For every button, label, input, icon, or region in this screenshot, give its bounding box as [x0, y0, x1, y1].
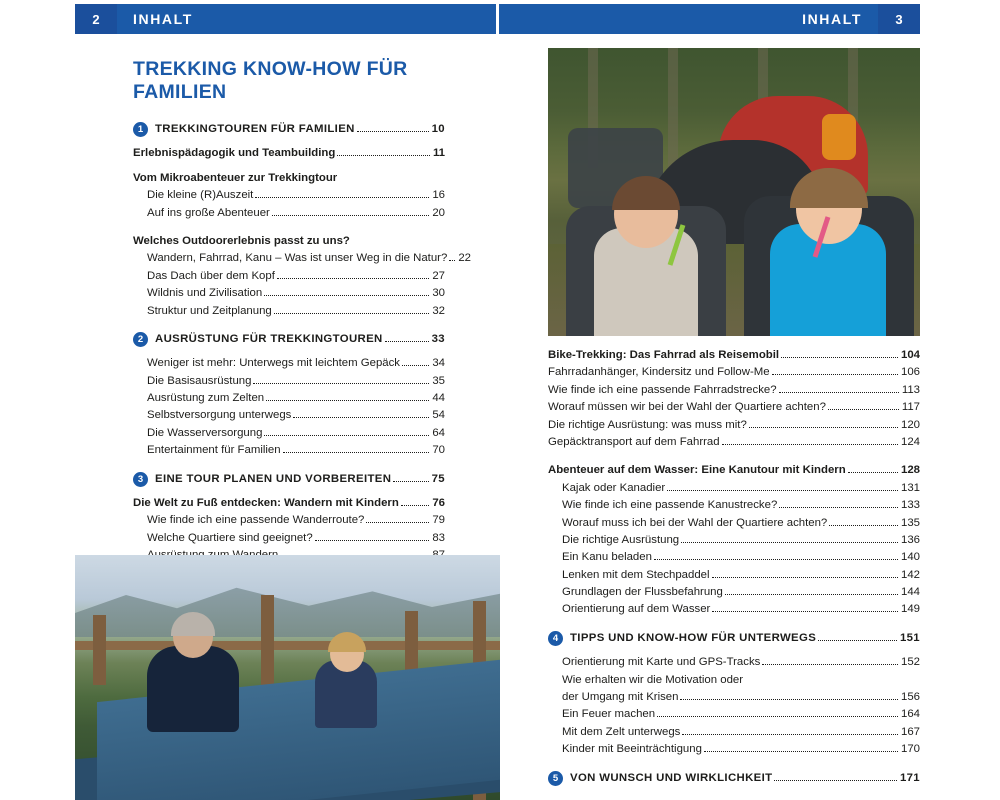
- toc-entry[interactable]: [133, 391, 445, 406]
- toc-entry[interactable]: [548, 365, 920, 380]
- leader-dots: [749, 427, 898, 428]
- leader-dots: [357, 131, 429, 132]
- left-toc-column: [133, 58, 471, 622]
- toc-entry-page: 167: [900, 725, 920, 738]
- leader-dots: [283, 452, 430, 453]
- leader-dots: [704, 751, 898, 752]
- toc-entry-page: 10: [431, 123, 445, 135]
- leader-dots: [393, 481, 428, 482]
- toc-entry[interactable]: [548, 516, 920, 531]
- mountain-terrace-family-photo: [75, 555, 500, 800]
- toc-entry-label: der Umgang mit Krisen: [562, 691, 679, 704]
- toc-entry-label: Ein Kanu beladen: [562, 551, 652, 564]
- toc-entry[interactable]: [133, 251, 471, 266]
- toc-entry-label: Wildnis und Zivilisation: [147, 287, 263, 300]
- toc-chapter-1[interactable]: [133, 122, 445, 137]
- toc-entry-page: 128: [900, 464, 920, 477]
- leader-dots: [762, 664, 898, 665]
- toc-entry-label: Worauf muss ich bei der Wahl der Quartiere achten?: [562, 516, 828, 529]
- leader-dots: [264, 295, 429, 296]
- toc-entry-page: 135: [900, 516, 920, 529]
- toc-entry[interactable]: [548, 435, 920, 450]
- toc-entry[interactable]: [548, 707, 920, 722]
- toc-entry[interactable]: [548, 400, 920, 415]
- toc-entry-label: Grundlagen der Flussbefahrung: [562, 586, 723, 599]
- toc-entry[interactable]: [133, 374, 445, 389]
- chapter-number-badge: 5: [548, 771, 563, 786]
- leader-dots: [772, 374, 898, 375]
- toc-entry-label: Das Dach über dem Kopf: [147, 269, 275, 282]
- toc-entry[interactable]: [548, 602, 920, 617]
- toc-group-tipps: [548, 655, 920, 757]
- toc-entry-label: Fahrradanhänger, Kindersitz und Follow-Me: [548, 366, 770, 379]
- leader-dots: [266, 400, 429, 401]
- toc-entry[interactable]: [548, 585, 920, 600]
- toc-entry-page: 79: [432, 514, 445, 527]
- toc-entry-page: 144: [900, 586, 920, 599]
- toc-entry[interactable]: [133, 269, 445, 284]
- toc-entry-label: Struktur und Zeitplanung: [147, 304, 272, 317]
- toc-entry-label: Wie erhalten wir die Motivation oder: [562, 673, 744, 686]
- toc-entry[interactable]: [133, 531, 445, 546]
- toc-entry-label: VON WUNSCH UND WIRKLICHKEIT: [570, 771, 773, 784]
- toc-entry-page: 54: [432, 409, 445, 422]
- toc-entry-page: 142: [900, 568, 920, 581]
- toc-entry[interactable]: [548, 742, 920, 757]
- toc-entry-page: 11: [432, 147, 445, 160]
- toc-entry-label: Welche Quartiere sind geeignet?: [147, 531, 313, 544]
- toc-entry-label: Orientierung mit Karte und GPS-Tracks: [562, 656, 761, 669]
- toc-entry-label: Kajak oder Kanadier: [562, 481, 666, 494]
- toc-group-outdoorerlebnis: [133, 234, 471, 319]
- toc-entry-page: 34: [432, 357, 445, 370]
- toc-entry-page: 32: [432, 304, 445, 317]
- toc-entry-page: 152: [900, 656, 920, 669]
- toc-entry-page: 83: [432, 531, 445, 544]
- toc-entry-page: 22: [458, 252, 471, 265]
- leader-dots: [712, 611, 898, 612]
- leader-dots: [712, 577, 898, 578]
- toc-entry-label: TIPPS UND KNOW-HOW FÜR UNTERWEGS: [570, 631, 817, 644]
- chapter-number-badge: 4: [548, 631, 563, 646]
- toc-group-heading: [133, 234, 445, 249]
- leader-dots: [654, 559, 898, 560]
- toc-entry-label: Selbstversorgung unterwegs: [147, 409, 292, 422]
- toc-entry-label: AUSRÜSTUNG FÜR TREKKINGTOUREN: [155, 332, 383, 345]
- toc-group-heading-label: Vom Mikroabenteuer zur Trekkingtour: [133, 171, 338, 184]
- toc-entry-label: Mit dem Zelt unterwegs: [562, 725, 681, 738]
- toc-entry[interactable]: [133, 426, 445, 441]
- toc-chapter-3[interactable]: [133, 472, 445, 487]
- toc-entry-label: Weniger ist mehr: Unterwegs mit leichtem Gepäck: [147, 357, 401, 370]
- toc-entry-page: 171: [899, 771, 920, 784]
- toc-entry[interactable]: [548, 690, 920, 705]
- chapter-number-badge: 1: [133, 122, 148, 137]
- toc-chapter-2[interactable]: [133, 332, 445, 347]
- toc-entry-page: 20: [432, 206, 445, 219]
- toc-entry-page: 35: [432, 374, 445, 387]
- leader-dots: [828, 409, 899, 410]
- toc-group-erlebnis: [133, 146, 445, 161]
- toc-group-heading: [133, 171, 445, 186]
- toc-entry-label: Bike-Trekking: Das Fahrrad als Reisemobil: [548, 349, 780, 361]
- right-header-title: INHALT: [802, 11, 862, 27]
- toc-entry[interactable]: [133, 304, 445, 319]
- leader-dots: [255, 197, 429, 198]
- toc-entry-label: Abenteuer auf dem Wasser: Eine Kanutour mit Kindern: [548, 464, 846, 477]
- leader-dots: [385, 341, 429, 342]
- toc-entry-label: EINE TOUR PLANEN UND VORBEREITEN: [155, 472, 392, 485]
- toc-group-mikroabenteuer: [133, 171, 445, 221]
- toc-entry-label: Lenken mit dem Stechpaddel: [562, 568, 710, 581]
- toc-entry-page: 33: [431, 332, 445, 345]
- leader-dots: [401, 505, 430, 506]
- left-page-number: 2: [75, 4, 117, 34]
- toc-entry-page: 151: [899, 631, 920, 644]
- leader-dots: [725, 594, 898, 595]
- leader-dots: [366, 522, 429, 523]
- toc-entry[interactable]: [133, 513, 445, 528]
- toc-entry-label: Worauf müssen wir bei der Wahl der Quartiere achten?: [548, 401, 826, 414]
- toc-entry-label: Kinder mit Beeinträchtigung: [562, 743, 702, 756]
- toc-group-bike-trekking: [548, 348, 920, 450]
- chapter-number-badge: 3: [133, 472, 148, 487]
- toc-entry[interactable]: [548, 673, 920, 688]
- toc-entry[interactable]: [133, 496, 445, 511]
- toc-entry-page: 120: [900, 418, 920, 431]
- toc-entry-page: 70: [432, 444, 445, 457]
- toc-entry-page: 133: [900, 499, 920, 512]
- toc-entry-page: 136: [900, 533, 920, 546]
- leader-dots: [848, 472, 898, 473]
- toc-entry-label: Auf ins große Abenteuer: [147, 206, 270, 219]
- leader-dots: [781, 357, 898, 358]
- toc-entry[interactable]: [548, 568, 920, 583]
- toc-group-ausruestung: [133, 356, 445, 458]
- toc-entry-page: 131: [900, 481, 920, 494]
- toc-entry-label: Wie finde ich eine passende Kanustrecke?: [562, 499, 778, 512]
- leader-dots: [818, 640, 897, 641]
- toc-entry-label: Ausrüstung zum Zelten: [147, 392, 265, 405]
- toc-entry[interactable]: [133, 356, 445, 371]
- leader-dots: [774, 780, 896, 781]
- toc-entry-label: Die Welt zu Fuß entdecken: Wandern mit Kindern: [133, 497, 399, 510]
- toc-entry-label: Die kleine (R)Auszeit: [147, 189, 254, 202]
- toc-entry-label: Wandern, Fahrrad, Kanu – Was ist unser Weg in die Natur?: [147, 252, 448, 265]
- toc-entry-page: 124: [900, 435, 920, 448]
- right-header-bar: [499, 4, 878, 34]
- toc-entry[interactable]: [133, 286, 445, 301]
- leader-dots: [253, 383, 429, 384]
- toc-entry-page: 30: [432, 287, 445, 300]
- toc-entry-page: 64: [432, 426, 445, 439]
- leader-dots: [449, 260, 455, 261]
- toc-entry[interactable]: [548, 533, 920, 548]
- leader-dots: [779, 507, 898, 508]
- leader-dots: [667, 490, 898, 491]
- toc-entry-page: 140: [900, 551, 920, 564]
- toc-entry-label: Die Basisausrüstung: [147, 374, 252, 387]
- toc-entry-label: Entertainment für Familien: [147, 444, 281, 457]
- toc-entry-page: 16: [432, 189, 445, 202]
- left-header-bar: [117, 4, 496, 34]
- toc-entry-label: Die richtige Ausrüstung: was muss mit?: [548, 418, 747, 431]
- leader-dots: [315, 540, 430, 541]
- toc-entry[interactable]: [548, 418, 920, 433]
- toc-entry[interactable]: [133, 408, 445, 423]
- page-header: [75, 4, 920, 34]
- left-header-title: INHALT: [133, 11, 193, 27]
- toc-entry[interactable]: [133, 188, 445, 203]
- toc-entry-label: Orientierung auf dem Wasser: [562, 603, 711, 616]
- leader-dots: [722, 444, 898, 445]
- chapter-number-badge: 2: [133, 332, 148, 347]
- toc-entry[interactable]: [133, 206, 445, 221]
- toc-entry[interactable]: [548, 481, 920, 496]
- toc-group-heading-label: Welches Outdoorerlebnis passt zu uns?: [133, 234, 350, 247]
- toc-entry[interactable]: [548, 383, 920, 398]
- toc-entry-label: Wie finde ich eine passende Fahrradstrecke?: [548, 383, 777, 396]
- leader-dots: [293, 417, 429, 418]
- toc-entry-page: 149: [900, 603, 920, 616]
- leader-dots: [272, 215, 429, 216]
- toc-entry-label: Ein Feuer machen: [562, 708, 656, 721]
- toc-entry[interactable]: [548, 725, 920, 740]
- leader-dots: [680, 699, 898, 700]
- toc-entry-page: 170: [900, 743, 920, 756]
- leader-dots: [337, 155, 430, 156]
- toc-entry-page: 156: [900, 691, 920, 704]
- leader-dots: [682, 734, 898, 735]
- page-title: TREKKING KNOW-HOW FÜR FAMILIEN: [133, 58, 408, 103]
- toc-group-kanutour: [548, 463, 920, 618]
- toc-entry-label: Gepäcktransport auf dem Fahrrad: [548, 435, 720, 448]
- leader-dots: [274, 313, 430, 314]
- toc-entry-label: Wie finde ich eine passende Wanderroute?: [147, 514, 365, 527]
- toc-chapter-4[interactable]: [548, 631, 920, 646]
- leader-dots: [657, 716, 898, 717]
- toc-entry[interactable]: [548, 463, 920, 478]
- toc-entry-page: 27: [432, 269, 445, 282]
- toc-entry-page: 75: [431, 472, 445, 485]
- toc-entry-page: 44: [432, 392, 445, 405]
- toc-entry-page: 104: [900, 349, 920, 361]
- toc-entry-page: 106: [900, 366, 920, 379]
- toc-entry-label: Die Wasserversorgung: [147, 426, 263, 439]
- toc-entry-page: 113: [901, 383, 920, 396]
- toc-entry-label: Die richtige Ausrüstung: [562, 533, 680, 546]
- toc-entry-page: 76: [432, 497, 445, 510]
- campsite-children-photo: [548, 48, 920, 336]
- toc-entry[interactable]: [548, 498, 920, 513]
- toc-entry[interactable]: [133, 146, 445, 161]
- leader-dots: [681, 542, 898, 543]
- leader-dots: [264, 435, 429, 436]
- toc-entry[interactable]: [548, 550, 920, 565]
- toc-entry[interactable]: [548, 655, 920, 670]
- toc-entry[interactable]: [548, 348, 920, 363]
- toc-entry-page: 164: [900, 708, 920, 721]
- leader-dots: [829, 525, 898, 526]
- toc-chapter-5[interactable]: [548, 771, 920, 786]
- leader-dots: [277, 278, 429, 279]
- toc-entry[interactable]: [133, 443, 445, 458]
- toc-entry-label: Erlebnispädagogik und Teambuilding: [133, 147, 336, 160]
- leader-dots: [402, 365, 429, 366]
- toc-entry-label: TREKKINGTOUREN FÜR FAMILIEN: [155, 123, 355, 135]
- toc-entry-page: 117: [901, 401, 920, 414]
- right-page-number: 3: [878, 4, 920, 34]
- leader-dots: [779, 392, 899, 393]
